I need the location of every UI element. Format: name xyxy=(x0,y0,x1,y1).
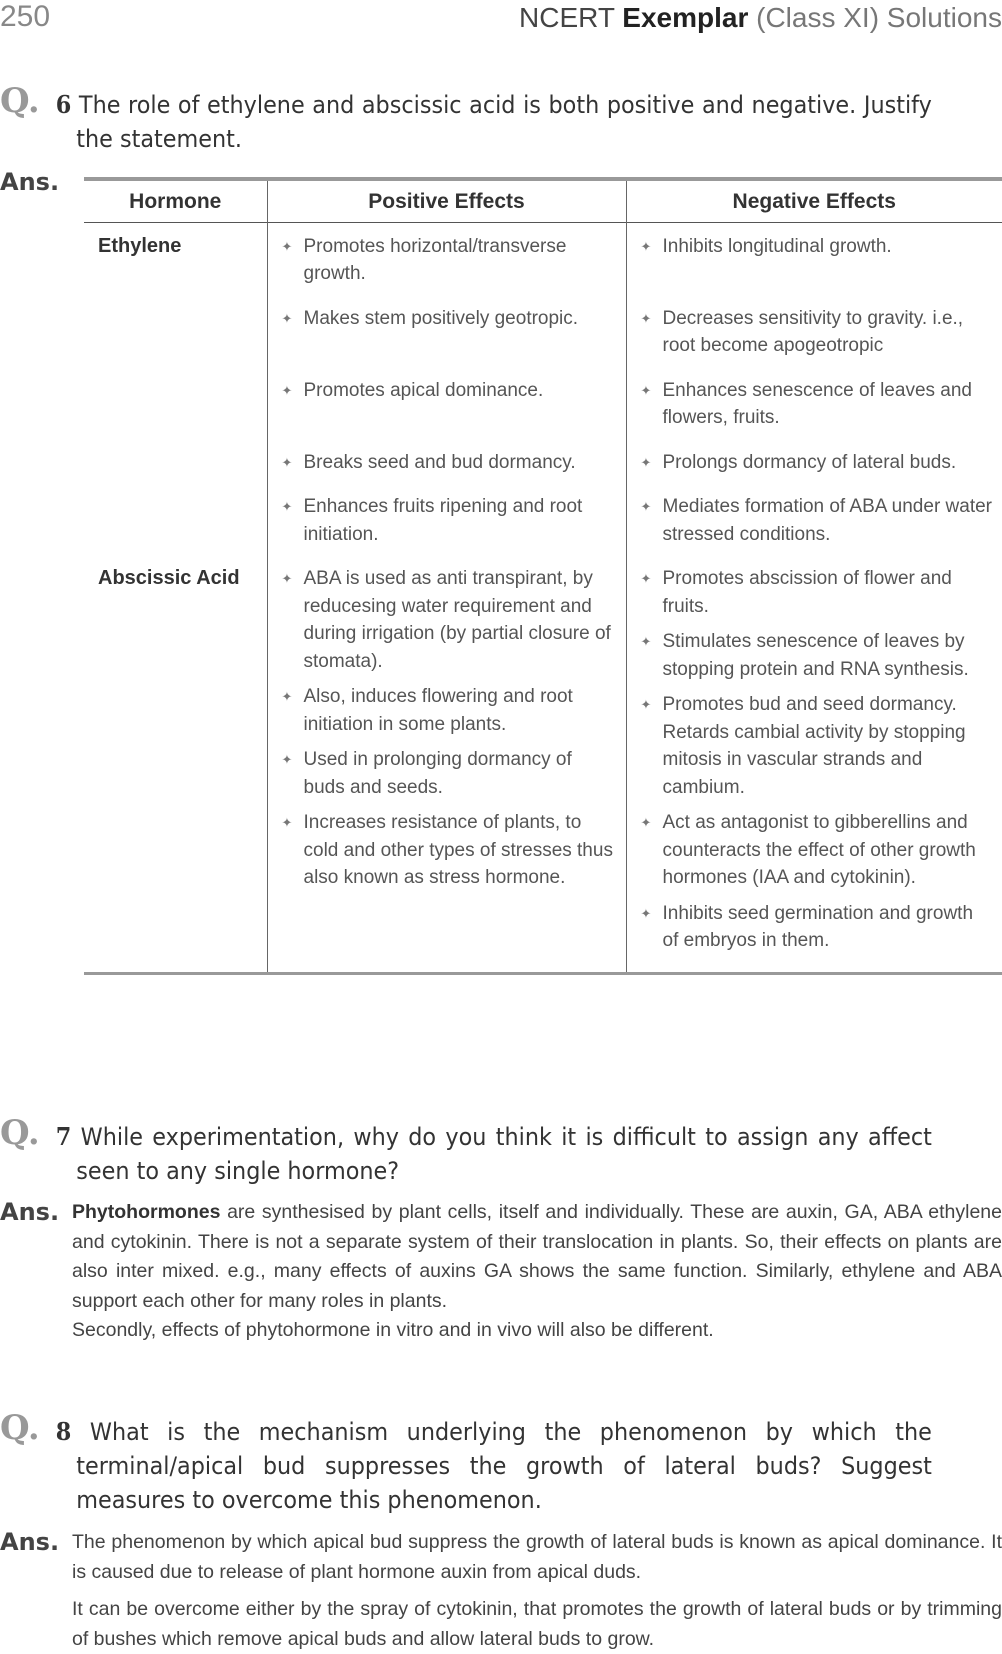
answer-paragraph: It can be overcome either by the spray of cytokinin, that promotes the growth of lateral buds or by trimming of bushes which remove apical buds and allow lateral buds to grow. xyxy=(72,1598,1002,1650)
answer-label: Ans. xyxy=(0,1198,60,1226)
hormone-name: Abscissic Acid xyxy=(98,567,240,589)
column-header: Positive Effects xyxy=(267,179,626,222)
question-7 xyxy=(0,1113,1002,1188)
header-bold: Exemplar xyxy=(622,2,749,33)
answer-label: Ans. xyxy=(0,168,60,196)
list-item: ✦ Enhances senescence of leaves and flowers, fruits. xyxy=(641,377,995,432)
list-item: ✦ Promotes apical dominance. xyxy=(282,377,618,405)
list-item: ✦ Also, induces flowering and root initiation in some plants. xyxy=(282,683,618,738)
list-item: ✦ Enhances fruits ripening and root initiation. xyxy=(282,493,618,548)
answer-paragraph: The phenomenon by which apical bud suppress the growth of lateral buds is known as apical dominance. It is caused due to release of plant hormone auxin from apical duds. xyxy=(72,1531,1002,1583)
list-item: ✦ Mediates formation of ABA under water stressed conditions. xyxy=(641,493,995,548)
list-item: ✦ Inhibits seed germination and growth of embryos in them. xyxy=(641,900,995,955)
question-number: 7 xyxy=(55,1122,72,1151)
table-row xyxy=(84,305,1002,377)
list-item: ✦ Act as antagonist to gibberellins and counteracts the effect of other growth hormones (IAA and cytokinin). xyxy=(641,809,995,892)
list-item: ✦ Makes stem positively geotropic. xyxy=(282,305,618,333)
list-item: ✦ Stimulates senescence of leaves by stopping protein and RNA synthesis. xyxy=(641,628,995,683)
q-mark-icon: Q. xyxy=(0,81,40,121)
answer-paragraph: are synthesised by plant cells, itself and individually. These are auxin, GA, ABA ethylene and cytokinin. There is not a separate system of their translocation in plants. So, their effects on plants are also inter mixed. e.g., many effects of auxins GA shows the same function. Similarly, ethylene and ABA support each other for many roles in plants. xyxy=(72,1201,1002,1312)
hormone-effects-table xyxy=(84,177,1002,975)
table-row xyxy=(84,493,1002,565)
question-8 xyxy=(0,1408,1002,1517)
column-header: Negative Effects xyxy=(626,179,1002,222)
table-row xyxy=(84,565,1002,973)
page-number: 250 xyxy=(0,0,51,33)
answer-bold-term: Phytohormones xyxy=(72,1201,221,1223)
list-item: ✦ Promotes horizontal/transverse growth. xyxy=(282,233,618,288)
question-text: While experimentation, why do you think it is difficult to assign any affect seen to any single hormone? xyxy=(76,1123,932,1185)
question-number: 8 xyxy=(55,1417,72,1446)
table-row xyxy=(84,377,1002,449)
list-item: ✦ Decreases sensitivity to gravity. i.e., root become apogeotropic xyxy=(641,305,995,360)
answer-text xyxy=(72,1528,1002,1654)
header-suffix: (Class XI) Solutions xyxy=(756,2,1002,33)
question-text: The role of ethylene and abscissic acid is both positive and negative. Justify the statement. xyxy=(76,91,932,153)
list-item: ✦ ABA is used as anti transpirant, by reducesing water requirement and during irrigation (by partial closure of stomata). xyxy=(282,565,618,675)
question-6 xyxy=(0,81,1002,156)
list-item: ✦ Promotes bud and seed dormancy. Retards cambial activity by stopping mitosis in vascular strands and cambium. xyxy=(641,691,995,801)
question-text: What is the mechanism underlying the phenomenon by which the terminal/apical bud suppresses the growth of lateral buds? Suggest measures to overcome this phenomenon. xyxy=(76,1418,932,1514)
question-number: 6 xyxy=(55,90,72,119)
running-header xyxy=(519,2,1002,34)
column-header: Hormone xyxy=(129,189,222,213)
hormone-name: Ethylene xyxy=(98,234,182,257)
header-prefix: NCERT xyxy=(519,2,615,33)
answer-paragraph: Secondly, effects of phytohormone in vitro and in vivo will also be different. xyxy=(72,1319,714,1341)
list-item: ✦ Used in prolonging dormancy of buds and seeds. xyxy=(282,746,618,801)
q-mark-icon: Q. xyxy=(0,1408,40,1448)
list-item: ✦ Promotes abscission of flower and fruits. xyxy=(641,565,995,620)
list-item: ✦ Increases resistance of plants, to cold and other types of stresses thus also known as stress hormone. xyxy=(282,809,618,892)
q-mark-icon: Q. xyxy=(0,1113,40,1153)
answer-text xyxy=(72,1198,1002,1346)
table-row xyxy=(84,222,1002,305)
list-item: ✦ Prolongs dormancy of lateral buds. xyxy=(641,449,995,477)
table-row xyxy=(84,449,1002,494)
answer-label: Ans. xyxy=(0,1528,60,1556)
list-item: ✦ Inhibits longitudinal growth. xyxy=(641,233,995,261)
list-item: ✦ Breaks seed and bud dormancy. xyxy=(282,449,618,477)
